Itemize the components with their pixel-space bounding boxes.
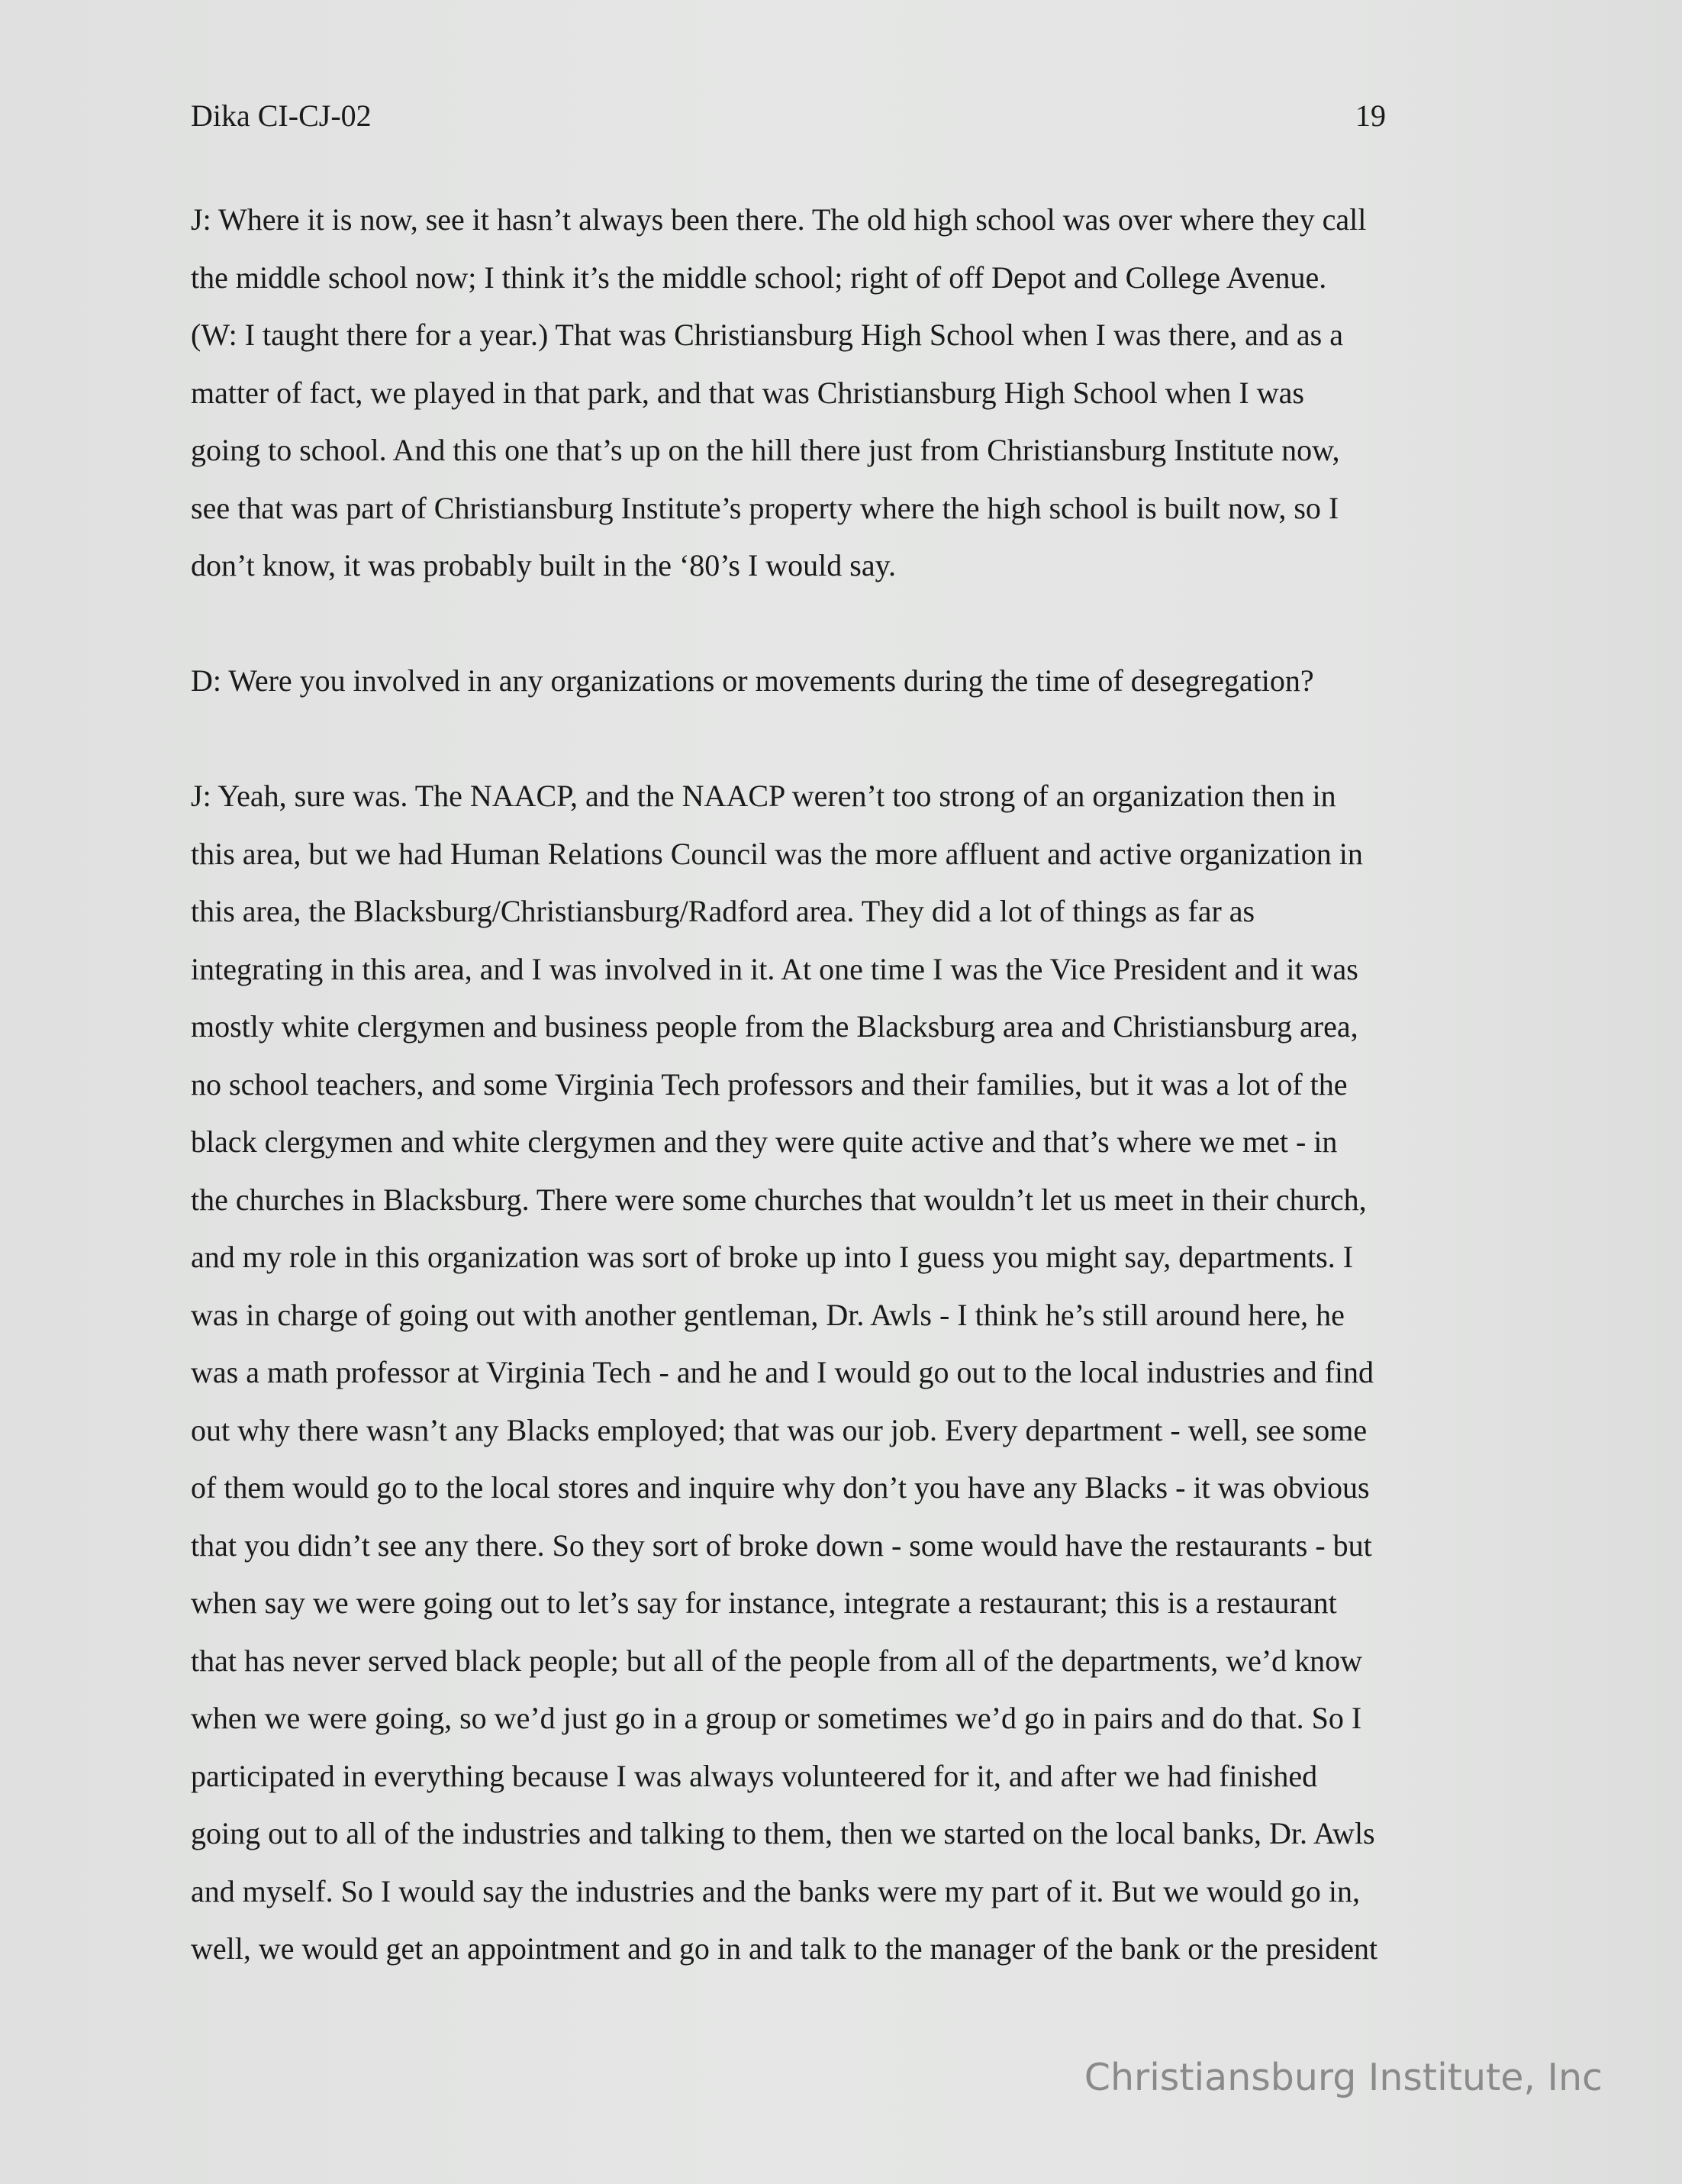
page-number: 19 (1355, 98, 1386, 133)
text-line: matter of fact, we played in that park, and that was Christiansburg High School when I was (191, 375, 1304, 410)
paragraph-3 (191, 767, 1503, 1978)
text-line: was a math professor at Virginia Tech - and he and I would go out to the local industries and find (191, 1355, 1374, 1389)
text-line: when say we were going out to let’s say for instance, integrate a restaurant; this is a restaurant (191, 1586, 1337, 1620)
text-line: this area, but we had Human Relations Council was the more affluent and active organization in (191, 836, 1363, 871)
text-line: (W: I taught there for a year.) That was Christiansburg High School when I was there, and as a (191, 318, 1343, 352)
text-line: participated in everything because I was always volunteered for it, and after we had finished (191, 1758, 1318, 1793)
text-line: the middle school now; I think it’s the middle school; right of off Depot and College Avenue. (191, 260, 1327, 295)
text-line: don’t know, it was probably built in the ‘80’s I would say. (191, 548, 896, 582)
text-line: mostly white clergymen and business people from the Blacksburg area and Christiansburg area, (191, 1009, 1358, 1044)
text-line: integrating in this area, and I was involved in it. At one time I was the Vice President and it was (191, 951, 1358, 986)
text-line: no school teachers, and some Virginia Tech professors and their families, but it was a lot of the (191, 1066, 1348, 1102)
paragraph-gap (191, 595, 1503, 653)
text-line: of them would go to the local stores and inquire why don’t you have any Blacks - it was obvious (191, 1470, 1370, 1505)
text-line: going to school. And this one that’s up on the hill there just from Christiansburg Institute now, (191, 433, 1340, 467)
text-line: this area, the Blacksburg/Christiansburg/Radford area. They did a lot of things as far as (191, 894, 1255, 928)
paragraph-1 (191, 191, 1503, 595)
text-line: and my role in this organization was sort of broke up into I guess you might say, departments. I (191, 1240, 1354, 1274)
text-line: J: Yeah, sure was. The NAACP, and the NAACP weren’t too strong of an organization then in (191, 779, 1336, 813)
paragraph-2 (191, 652, 1503, 710)
text-line: and myself. So I would say the industries and the banks were my part of it. But we would go in, (191, 1873, 1360, 1908)
paragraph-gap (191, 710, 1503, 768)
watermark: Christiansburg Institute, Inc (1084, 2056, 1603, 2099)
text-line: that you didn’t see any there. So they sort of broke down - some would have the restaurants - but (191, 1528, 1372, 1563)
text-line: D: Were you involved in any organizations or movements during the time of desegregation? (191, 663, 1314, 698)
text-line: J: Where it is now, see it hasn’t always been there. The old high school was over where they call (191, 202, 1367, 237)
text-line: the churches in Blacksburg. There were some churches that wouldn’t let us meet in their church, (191, 1182, 1367, 1217)
text-line: was in charge of going out with another gentleman, Dr. Awls - I think he’s still around here, he (191, 1297, 1345, 1332)
transcript-body (191, 191, 1503, 1978)
text-line: well, we would get an appointment and go in and talk to the manager of the bank or the president (191, 1931, 1378, 1966)
document-id: Dika CI-CJ-02 (191, 98, 372, 133)
text-line: out why there wasn’t any Blacks employed; that was our job. Every department - well, see some (191, 1412, 1368, 1447)
text-line: that has never served black people; but all of the people from all of the departments, we’d know (191, 1643, 1363, 1678)
text-line: see that was part of Christiansburg Institute’s property where the high school is built now, so I (191, 490, 1339, 525)
text-line: black clergymen and white clergymen and they were quite active and that’s where we met - in (191, 1124, 1338, 1159)
text-line: going out to all of the industries and talking to them, then we started on the local banks, Dr. Awls (191, 1816, 1375, 1850)
text-line: when we were going, so we’d just go in a group or sometimes we’d go in pairs and do that. So I (191, 1701, 1362, 1735)
